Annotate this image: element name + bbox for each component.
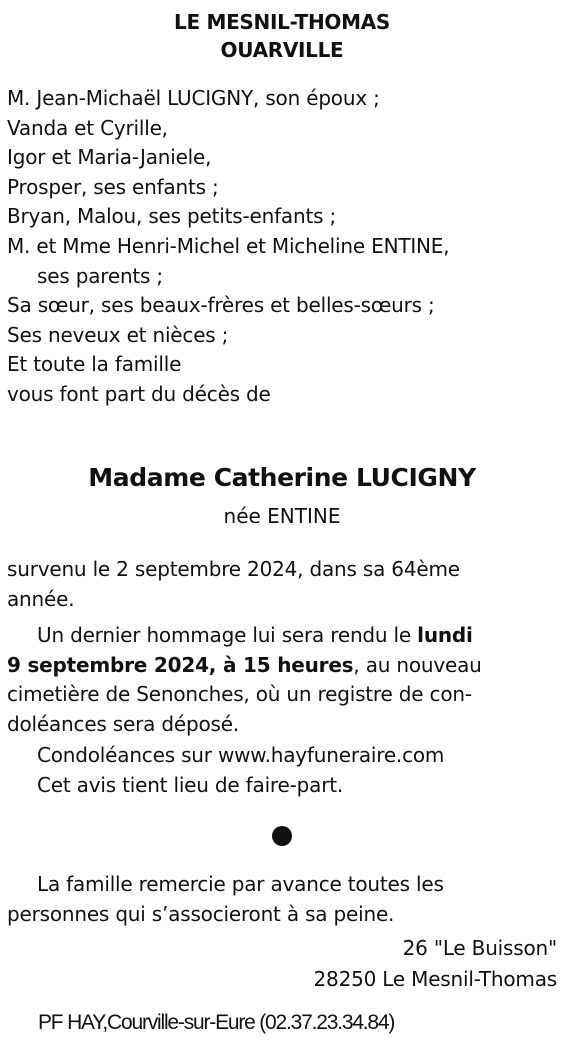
family-list — [7, 84, 559, 410]
family-line: Prosper, ses enfants ; — [7, 174, 219, 199]
family-line: Et toute la famille — [7, 352, 182, 377]
ceremony-day: lundi — [417, 623, 473, 647]
death-notice — [7, 555, 559, 614]
thanks-paragraph — [7, 870, 559, 929]
death-notice-line: survenu le 2 septembre 2024, dans sa 64ème — [7, 557, 460, 581]
header-town-2: OUARVILLE — [220, 38, 344, 62]
ceremony-line — [7, 621, 559, 651]
notice-line: Cet avis tient lieu de faire-part. — [37, 772, 344, 797]
condolences — [7, 741, 559, 800]
family-line: M. et Mme Henri-Michel et Micheline ENTINE, — [7, 233, 450, 258]
funeral-home: PF HAY,Courville-sur-Eure (02.37.23.34.84) — [38, 1011, 395, 1034]
thanks-line: personnes qui s’associeront à sa peine. — [7, 901, 395, 926]
ceremony-line: cimetière de Senonches, où un registre de con- — [7, 682, 472, 707]
family-line: Igor et Maria-Janiele, — [7, 145, 212, 170]
deceased-name: Madame Catherine LUCIGNY — [88, 463, 476, 492]
ceremony-text: , au nouveau — [353, 652, 482, 677]
family-line: M. Jean-Michaël LUCIGNY, son époux ; — [7, 86, 380, 110]
ceremony-paragraph — [7, 621, 559, 739]
address-street: 26 "Le Buisson" — [402, 936, 557, 960]
family-line: Sa sœur, ses beaux-frères et belles-sœurs ; — [7, 293, 435, 318]
family-line: vous font part du décès de — [7, 381, 271, 406]
ceremony-line: doléances sera déposé. — [7, 711, 239, 736]
condolences-line: Condoléances sur www.hayfuneraire.com — [37, 743, 445, 767]
death-notice-line: année. — [7, 586, 75, 611]
family-line: ses parents ; — [37, 263, 163, 288]
maiden-name: née ENTINE — [223, 504, 341, 528]
family-line: Vanda et Cyrille, — [7, 115, 168, 140]
header-town-1: LE MESNIL-THOMAS — [174, 10, 390, 34]
bullet-separator — [272, 826, 292, 846]
thanks-line: La famille remercie par avance toutes les — [37, 872, 444, 896]
ceremony-line — [7, 651, 559, 681]
address-city: 28250 Le Mesnil-Thomas — [313, 967, 557, 991]
ceremony-text: Un dernier hommage lui sera rendu le — [37, 623, 418, 647]
family-line: Ses neveux et nièces ; — [7, 322, 229, 347]
ceremony-date-time: 9 septembre 2024, à 15 heures — [7, 652, 354, 677]
family-line: Bryan, Malou, ses petits-enfants ; — [7, 204, 337, 229]
